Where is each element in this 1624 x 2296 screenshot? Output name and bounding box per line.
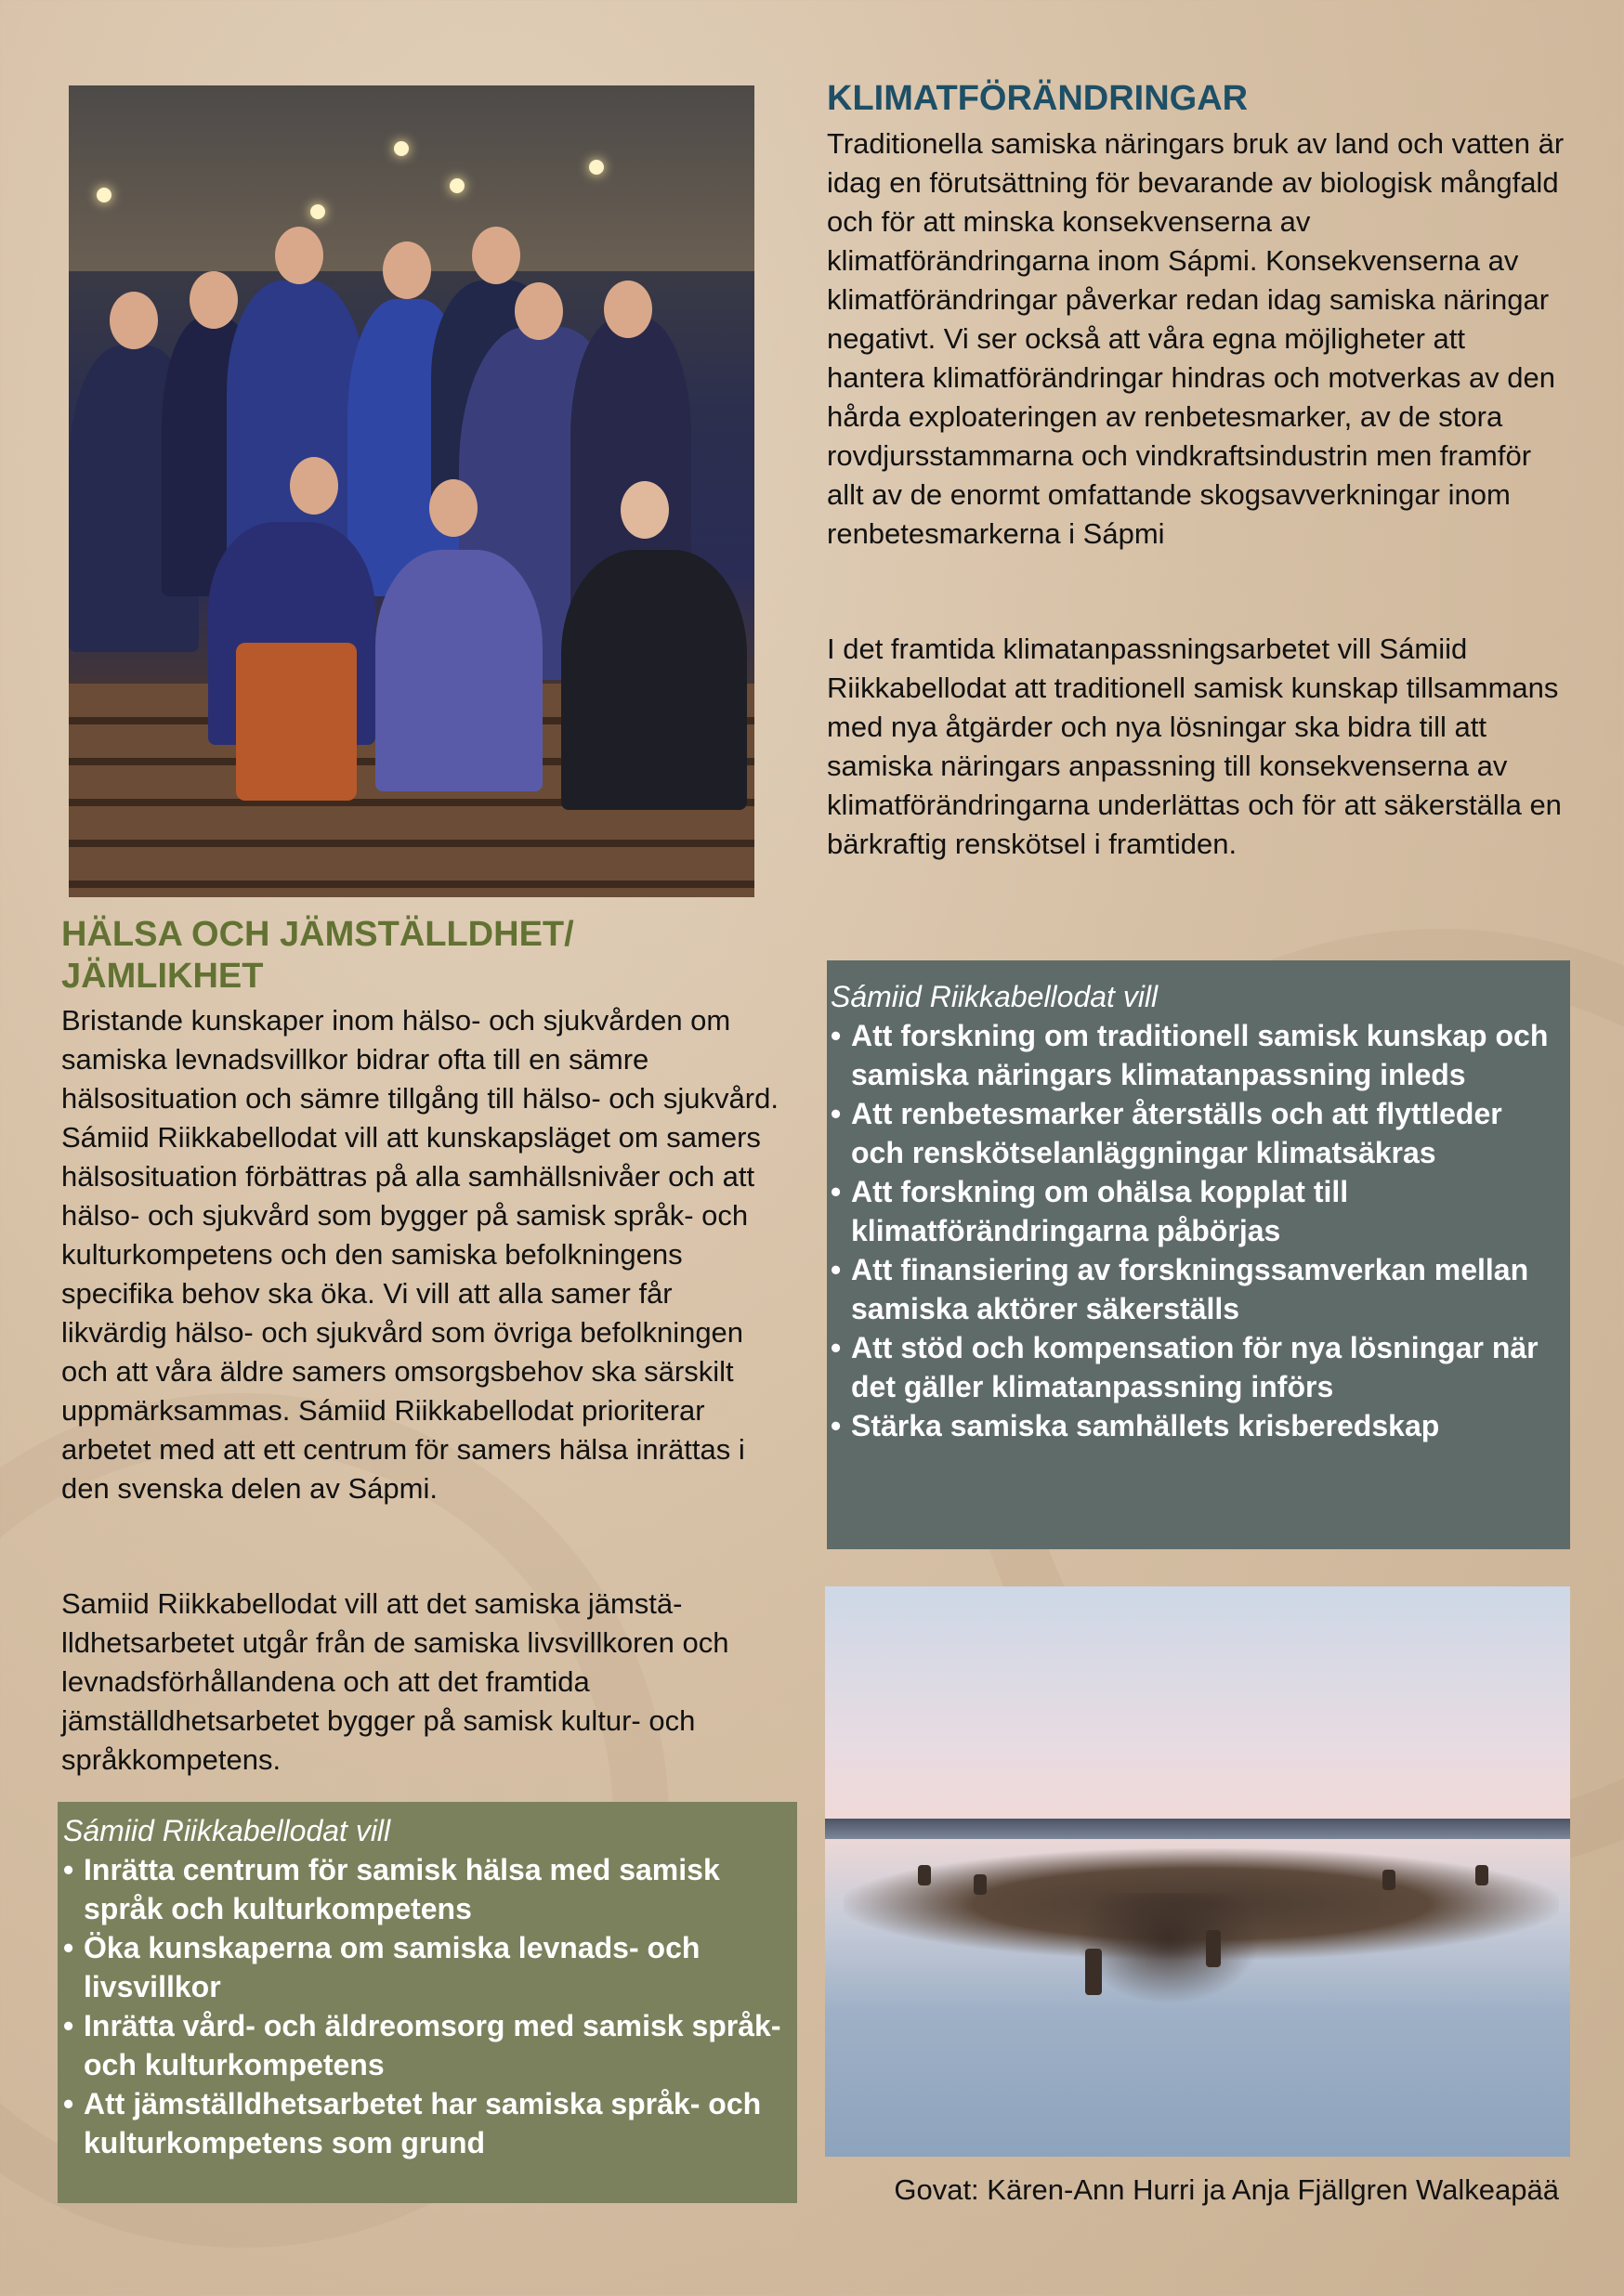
list-item: • Öka kunskaperna om samiska levnads- och livsvillkor xyxy=(63,1931,701,2003)
list-item: • Att renbetesmarker återställs och att flyttleder och renskötselanläggningar klimatsäkras xyxy=(831,1097,1502,1169)
list-item: • Stärka samiska samhällets krisberedskap xyxy=(831,1409,1440,1442)
klimat-demands-list xyxy=(831,1016,1561,1445)
list-item: • Att forskning om ohälsa kopplat till klimatförändringarna påbörjas xyxy=(831,1175,1349,1247)
list-item: • Inrätta vård- och äldreomsorg med samisk språk- och kulturkompetens xyxy=(63,2009,781,2081)
klimat-paragraph-2: I det framtida klimatanpassningsarbetet vill Sámiid Riikkabellodat att traditionell samisk kunskap tillsammans med nya åtgärder och nya lösningar ska bidra till att samiska näringars anpassning till konsekvenserna av klimatförändringarna underlättas och för att säkerställa en bärkraftig renskötsel i framtiden. xyxy=(827,633,1562,860)
halsa-paragraph-2: Samiid Riikkabellodat vill att det samiska jämställdhetsarbetet utgår från de samiska livsvillkoren och levnadsförhållandena och att det framtida jämställdhetsarbetet bygger på samisk kultur- och språkkompetens. xyxy=(61,1587,729,1776)
klimat-heading: KLIMATFÖRÄNDRINGAR xyxy=(827,79,1249,118)
halsa-heading: HÄLSA OCH JÄMSTÄLLDHET/ JÄMLIKHET xyxy=(61,915,574,996)
halsa-box-lead: Sámiid Riikkabellodat vill xyxy=(63,1814,391,1847)
list-item: • Att jämställdhetsarbetet har samiska språk- och kulturkompetens som grund xyxy=(63,2087,762,2159)
list-item: • Att forskning om traditionell samisk kunskap och samiska näringars klimatanpassning inleds xyxy=(831,1019,1549,1091)
list-item: • Inrätta centrum för samisk hälsa med samisk språk och kulturkompetens xyxy=(63,1853,720,1925)
photo-caption: Govat: Kären-Ann Hurri ja Anja Fjällgren Walkeapää xyxy=(894,2173,1559,2206)
klimat-paragraph-1: Traditionella samiska näringars bruk av land och vatten är idag en förutsättning för bevarande av biologisk mångfald och för att minska konsekvenserna av klimatförändringarna inom Sápmi. Konsekvenserna av klimatförändringar påverkar redan idag samiska näringar negativt. Vi ser också att våra egna möjligheter att hantera klimatförändringar hindras och motverkas av den hårda exploateringen av renbetesmarker, av de stora rovdjursstammarna och vindkraftsindustrin men framför allt av de enormt omfattande skogsavverkningar inom renbetesmarkerna i Sápmi xyxy=(827,127,1565,550)
halsa-paragraph-1: Bristande kunskaper inom hälso- och sjukvården om samiska levnadsvillkor bidrar ofta till en sämre hälsosituation och sämre tillgång till hälso- och sjukvård. Sámiid Riikkabellodat vill att kunskapsläget om samers hälsosituation förbättras på alla samhällsnivåer och att hälso- och sjukvård som bygger på samisk språk- och kulturkompetens och den samiska befolkningens specifika behov ska öka. Vi vill att alla samer får likvärdig hälso- och sjukvård som övriga befolkningen och att våra äldre samers omsorgsbehov ska särskilt uppmärksammas. Sámiid Riikkabellodat prioriterar arbetet med att ett centrum för samers hälsa inrättas i den svenska delen av Sápmi. xyxy=(61,1004,779,1505)
klimat-box-lead: Sámiid Riikkabellodat vill xyxy=(831,980,1159,1013)
reindeer-photo xyxy=(825,1586,1570,2157)
group-photo xyxy=(69,85,754,897)
list-item: • Att stöd och kompensation för nya lösningar när det gäller klimatanpassning införs xyxy=(831,1331,1539,1403)
halsa-demands-list xyxy=(63,1850,788,2162)
list-item: • Att finansiering av forskningssamverkan mellan samiska aktörer säkerställs xyxy=(831,1253,1529,1325)
klimat-demands-box xyxy=(827,960,1570,1549)
halsa-demands-box xyxy=(58,1802,797,2203)
